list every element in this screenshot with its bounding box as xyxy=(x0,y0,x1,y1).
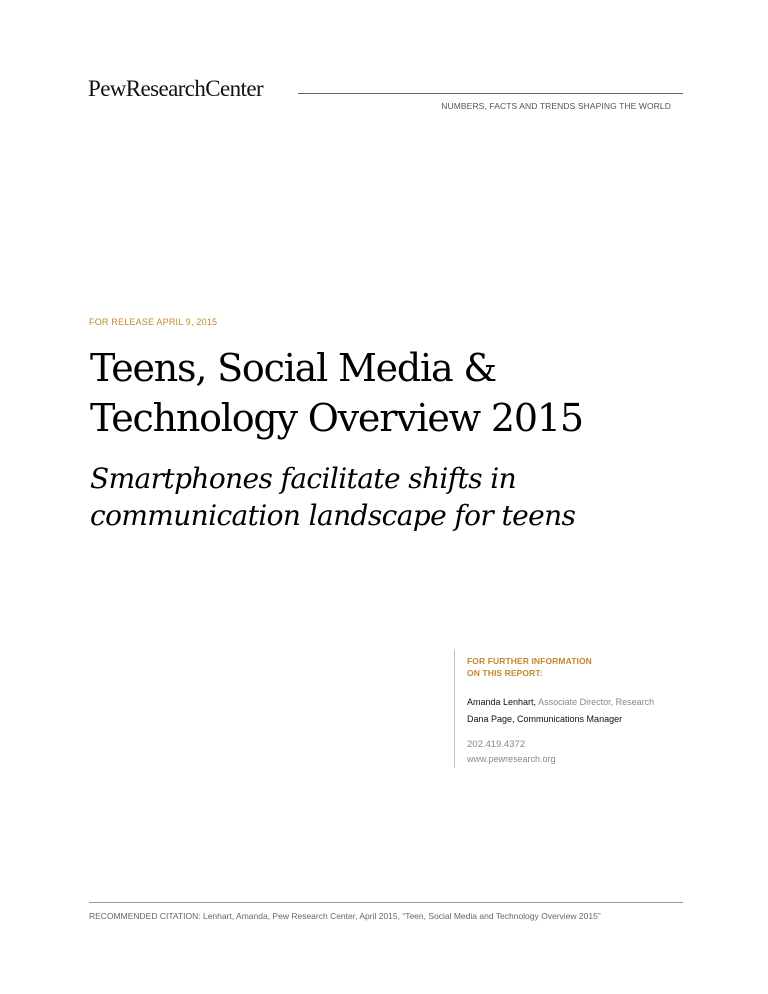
info-heading-line: ON THIS REPORT: xyxy=(467,668,543,678)
report-title xyxy=(90,343,730,443)
report-subtitle xyxy=(90,460,730,534)
contact-phone: 202.419.4372 xyxy=(467,739,526,750)
contact-item xyxy=(467,711,697,728)
contact-name: Dana Page, Communications Manager xyxy=(467,714,623,724)
info-heading-line: FOR FURTHER INFORMATION xyxy=(467,656,592,666)
recommended-citation: RECOMMENDED CITATION: Lenhart, Amanda, Pew Research Center, April 2015, “Teen, Social Media and Technology Overview 2015” xyxy=(89,911,601,921)
subtitle-line: Smartphones facilitate shifts in xyxy=(90,462,517,495)
contact-item xyxy=(467,694,697,711)
header-divider xyxy=(298,93,683,94)
footer-divider xyxy=(89,902,683,903)
contact-name: Amanda Lenhart, xyxy=(467,697,537,707)
website-link[interactable]: www.pewresearch.org xyxy=(467,754,556,764)
release-date: FOR RELEASE APRIL 9, 2015 xyxy=(89,317,218,327)
pew-logo: PewResearchCenter xyxy=(88,76,264,101)
info-heading xyxy=(467,655,697,679)
contacts-list xyxy=(467,694,697,728)
subtitle-line: communication landscape for teens xyxy=(90,499,576,532)
title-line: Teens, Social Media & xyxy=(90,346,496,390)
contact-info-box xyxy=(454,650,697,768)
title-line: Technology Overview 2015 xyxy=(90,396,583,440)
tagline: NUMBERS, FACTS AND TRENDS SHAPING THE WORLD xyxy=(441,101,671,111)
contact-role: Associate Director, Research xyxy=(538,697,655,707)
